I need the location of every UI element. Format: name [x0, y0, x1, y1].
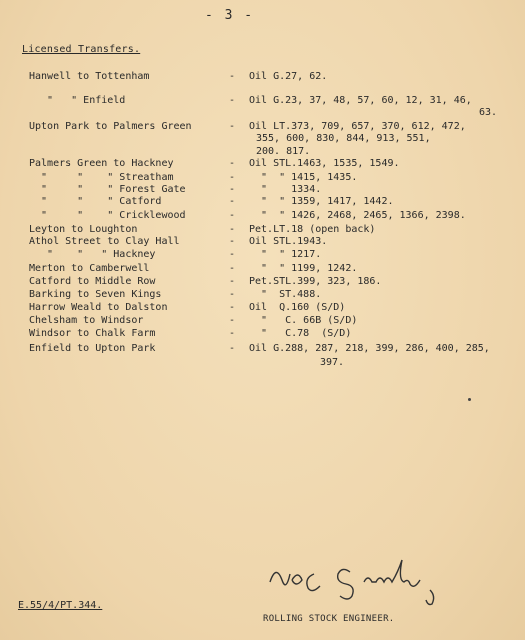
- transfer-vehicles: " C. 66B (S/D): [249, 315, 358, 326]
- transfer-row: [0, 71, 525, 83]
- transfer-route: " " " Streatham: [29, 172, 174, 183]
- transfer-route: Chelsham to Windsor: [29, 315, 144, 326]
- transfer-route: Athol Street to Clay Hall: [29, 236, 180, 247]
- page-number: - 3 -: [205, 8, 255, 23]
- row-dash: -: [229, 184, 236, 195]
- row-dash: -: [229, 196, 236, 207]
- transfer-vehicles: " " 1359, 1417, 1442.: [249, 196, 394, 207]
- transfer-vehicles: " " 1426, 2468, 2465, 1366, 2398.: [249, 210, 466, 221]
- transfer-row: [0, 302, 525, 314]
- transfer-row: [0, 249, 525, 261]
- transfer-vehicles: Pet.STL.399, 323, 186.: [249, 276, 382, 287]
- transfer-row-continuation: [0, 107, 525, 119]
- row-dash: -: [229, 302, 236, 313]
- transfer-row: [0, 315, 525, 327]
- transfer-row: [0, 328, 525, 340]
- transfer-row: [0, 121, 525, 133]
- row-dash: -: [229, 315, 236, 326]
- transfer-route: " " Enfield: [29, 95, 126, 106]
- transfer-route: Barking to Seven Kings: [29, 289, 162, 300]
- transfer-route: Palmers Green to Hackney: [29, 158, 174, 169]
- signature-title: ROLLING STOCK ENGINEER.: [263, 614, 395, 624]
- row-dash: -: [229, 289, 236, 300]
- transfer-vehicles: " ST.488.: [249, 289, 322, 300]
- transfer-vehicles-continued: 397.: [320, 357, 345, 368]
- transfer-row-continuation: [0, 146, 525, 158]
- transfer-vehicles: Oil Q.160 (S/D): [249, 302, 346, 313]
- transfer-route: Catford to Middle Row: [29, 276, 156, 287]
- row-dash: -: [229, 210, 236, 221]
- row-dash: -: [229, 95, 236, 106]
- transfer-vehicles: " " 1199, 1242.: [249, 263, 358, 274]
- transfer-vehicles: Oil LT.373, 709, 657, 370, 612, 472,: [249, 121, 466, 132]
- transfer-route: Upton Park to Palmers Green: [29, 121, 192, 132]
- transfer-route: Enfield to Upton Park: [29, 343, 156, 354]
- transfer-row: [0, 95, 525, 107]
- transfer-row: [0, 184, 525, 196]
- row-dash: -: [229, 276, 236, 287]
- transfer-vehicles-continued: 355, 600, 830, 844, 913, 551,: [256, 133, 431, 144]
- document-reference: E.55/4/PT.344.: [18, 600, 103, 611]
- transfer-vehicles: Oil G.23, 37, 48, 57, 60, 12, 31, 46,: [249, 95, 472, 106]
- transfer-route: Windsor to Chalk Farm: [29, 328, 156, 339]
- transfer-route: Leyton to Loughton: [29, 224, 138, 235]
- transfer-route: " " " Forest Gate: [29, 184, 186, 195]
- row-dash: -: [229, 224, 236, 235]
- transfer-vehicles: Oil STL.1463, 1535, 1549.: [249, 158, 400, 169]
- row-dash: -: [229, 328, 236, 339]
- row-dash: -: [229, 263, 236, 274]
- section-heading: Licensed Transfers.: [22, 44, 141, 55]
- transfer-vehicles: Oil STL.1943.: [249, 236, 328, 247]
- transfer-route: Harrow Weald to Dalston: [29, 302, 168, 313]
- transfer-row: [0, 196, 525, 208]
- transfer-row: [0, 210, 525, 222]
- transfer-row: [0, 224, 525, 236]
- transfer-vehicles: Pet.LT.18 (open back): [249, 224, 376, 235]
- transfer-vehicles: " " 1415, 1435.: [249, 172, 358, 183]
- transfer-vehicles: Oil G.288, 287, 218, 399, 286, 400, 285,: [249, 343, 490, 354]
- transfer-row: [0, 343, 525, 355]
- transfer-vehicles: Oil G.27, 62.: [249, 71, 328, 82]
- transfer-vehicles-continued: 63.: [479, 107, 498, 118]
- transfer-route: Hanwell to Tottenham: [29, 71, 150, 82]
- row-dash: -: [229, 158, 236, 169]
- transfer-route: " " " Hackney: [29, 249, 156, 260]
- row-dash: -: [229, 236, 236, 247]
- ink-dot: [468, 398, 471, 401]
- transfer-route: " " " Cricklewood: [29, 210, 186, 221]
- transfer-row: [0, 236, 525, 248]
- row-dash: -: [229, 172, 236, 183]
- transfer-vehicles: " C.78 (S/D): [249, 328, 352, 339]
- transfer-route: " " " Catford: [29, 196, 162, 207]
- row-dash: -: [229, 343, 236, 354]
- transfer-row: [0, 289, 525, 301]
- row-dash: -: [229, 249, 236, 260]
- transfer-row: [0, 172, 525, 184]
- transfer-row: [0, 158, 525, 170]
- transfer-row-continuation: [0, 357, 525, 369]
- signature-mark: [262, 552, 472, 612]
- transfer-row: [0, 276, 525, 288]
- transfer-row-continuation: [0, 133, 525, 145]
- row-dash: -: [229, 71, 236, 82]
- transfer-row: [0, 263, 525, 275]
- transfer-vehicles-continued: 200. 817.: [256, 146, 311, 157]
- row-dash: -: [229, 121, 236, 132]
- transfer-route: Merton to Camberwell: [29, 263, 150, 274]
- transfer-vehicles: " 1334.: [249, 184, 322, 195]
- transfer-vehicles: " " 1217.: [249, 249, 322, 260]
